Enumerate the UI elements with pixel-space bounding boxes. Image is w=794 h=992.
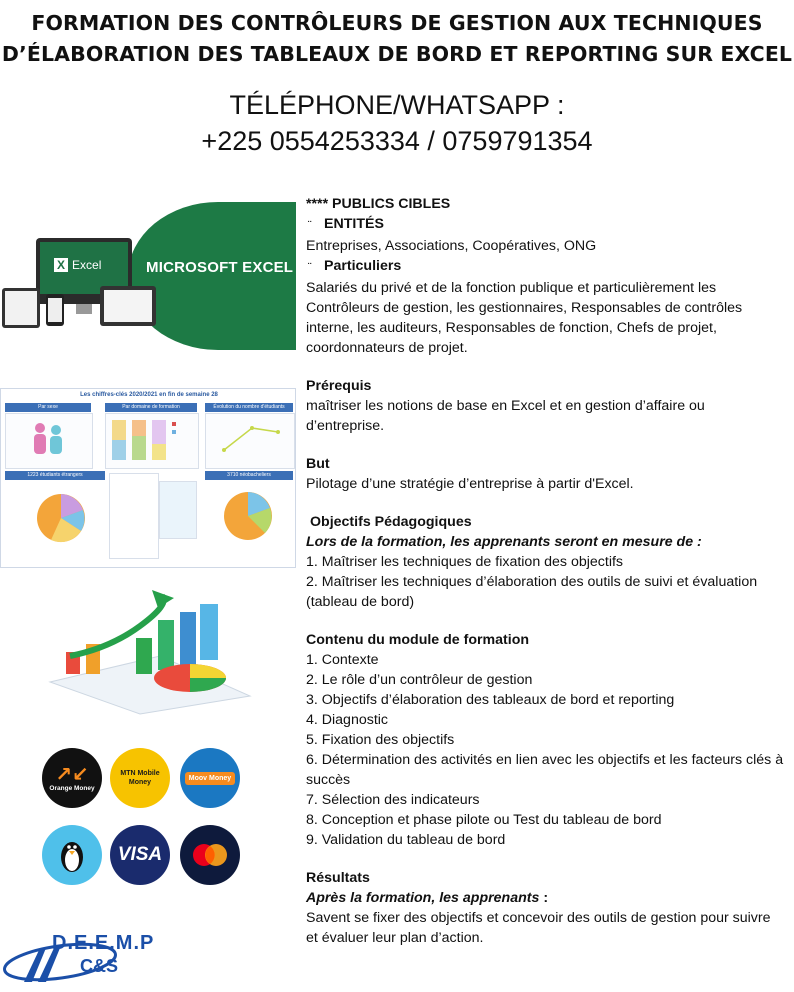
dashboard-title: Les chiffres-clés 2020/2021 en fin de semaine 28 bbox=[80, 392, 218, 398]
pie-chart-graphic bbox=[21, 483, 101, 553]
pie-chart-graphic-2 bbox=[213, 483, 283, 553]
contenu-item: 7. Sélection des indicateurs bbox=[306, 792, 480, 808]
mtn-money-logo: MTN Mobile Money bbox=[110, 748, 170, 808]
phone-label: TÉLÉPHONE/WHATSAPP : bbox=[229, 90, 565, 120]
contenu-item: 9. Validation du tableau de bord bbox=[306, 832, 506, 848]
particuliers-label: ¨ Particuliers bbox=[308, 258, 402, 274]
dropdown-list-graphic bbox=[109, 473, 159, 559]
objectifs-intro: Lors de la formation, les apprenants seront en mesure de : bbox=[306, 534, 702, 550]
resultats-heading: Résultats bbox=[306, 870, 370, 886]
dashboard-panel-evolution: Évolution du nombre d'étudiants bbox=[205, 403, 293, 412]
penguin-icon bbox=[55, 835, 89, 875]
contenu-item: 8. Conception et phase pilote ou Test du tableau de bord bbox=[306, 812, 662, 828]
title-line-2: D’ÉLABORATION DES TABLEAUX DE BORD ET REPORTING SUR EXCEL bbox=[1, 42, 793, 66]
moov-money-logo: Moov Money bbox=[180, 748, 240, 808]
excel-banner-image bbox=[0, 202, 296, 350]
contenu-item: 2. Le rôle d’un contrôleur de gestion bbox=[306, 672, 533, 688]
penguin-logo bbox=[42, 825, 102, 885]
line-graphic bbox=[206, 414, 294, 468]
particuliers-text: Salariés du privé et de la fonction publique et particulièrement les Contrôleurs de gestion, les gestionnaires, Responsables de contrôles interne, les auditeurs, Responsables de fonction, Chefs de projet, coordonnateurs de projet. bbox=[306, 280, 743, 356]
logo-text-cs: C&S bbox=[80, 956, 119, 976]
resultats-text: Savent se fixer des objectifs et concevoir des outils de gestion pour suivre et évaluer leur plan d’action. bbox=[306, 910, 771, 946]
but-heading: But bbox=[306, 456, 330, 472]
mastercard-logo bbox=[180, 825, 240, 885]
prerequis-text: maîtriser les notions de base en Excel et en gestion d’affaire ou d’entreprise. bbox=[306, 398, 705, 434]
phone-screen bbox=[48, 298, 62, 322]
excel-brand-text: MICROSOFT EXCEL bbox=[146, 259, 294, 276]
info-panel-graphic bbox=[159, 481, 197, 539]
kpi-etrangers: 1223 étudiants étrangers bbox=[5, 471, 105, 480]
dashboard-panel-domaine: Par domaine de formation bbox=[105, 403, 197, 412]
resultats-intro: Après la formation, les apprenants : bbox=[306, 890, 549, 906]
contenu-item: 6. Détermination des activités en lien avec les objectifs et les facteurs clés à succès bbox=[306, 752, 784, 788]
contenu-item: 3. Objectifs d’élaboration des tableaux de bord et reporting bbox=[306, 692, 675, 708]
tablet-screen bbox=[5, 291, 37, 325]
entites-label: ¨ ENTITÉS bbox=[308, 216, 384, 232]
phone-numbers: +225 0554253334 / 0759791354 bbox=[201, 126, 593, 156]
arrows-icon: ↗↙ bbox=[55, 763, 89, 786]
mastercard-icon bbox=[190, 842, 230, 868]
dashboard-panel-box bbox=[105, 413, 199, 469]
contenu-heading: Contenu du module de formation bbox=[306, 632, 530, 648]
page-title bbox=[0, 8, 794, 70]
contenu-item: 1. Contexte bbox=[306, 652, 379, 668]
excel-green-panel bbox=[128, 202, 296, 350]
objectif-item: 1. Maîtriser les techniques de fixation des objectifs bbox=[306, 554, 624, 570]
kpi-neobacheliers: 3710 néobacheliers bbox=[205, 471, 293, 480]
excel-app-label: X Excel bbox=[54, 258, 101, 272]
objectif-item: 2. Maîtriser les techniques d’élaboration des outils de suivi et évaluation (tableau de bord) bbox=[306, 574, 758, 610]
contenu-item: 5. Fixation des objectifs bbox=[306, 732, 455, 748]
entites-text: Entreprises, Associations, Coopératives, ONG bbox=[306, 238, 597, 254]
stacked-bars-graphic bbox=[106, 414, 198, 468]
logo-text-deemp: D.E.E.M.P bbox=[52, 932, 155, 954]
but-text: Pilotage d’une stratégie d’entreprise à partir d'Excel. bbox=[306, 476, 634, 492]
objectifs-heading: Objectifs Pédagogiques bbox=[310, 514, 472, 530]
dashboard-panel-box bbox=[5, 413, 93, 469]
monitor-stand bbox=[76, 304, 92, 314]
title-line-1: FORMATION DES CONTRÔLEURS DE GESTION AUX TECHNIQUES bbox=[31, 11, 763, 35]
orange-money-logo: ↗↙ Orange Money bbox=[42, 748, 102, 808]
visa-logo: VISA bbox=[110, 825, 170, 885]
growth-chart-image bbox=[40, 586, 256, 716]
people-icon bbox=[6, 414, 92, 468]
publics-heading: **** PUBLICS CIBLES bbox=[306, 196, 451, 212]
laptop-screen bbox=[104, 290, 152, 322]
dashboard-panel-sexe: Par sexe bbox=[5, 403, 91, 412]
dashboard-image bbox=[0, 388, 296, 568]
content-column bbox=[306, 194, 786, 948]
prerequis-heading: Prérequis bbox=[306, 378, 372, 394]
contenu-item: 4. Diagnostic bbox=[306, 712, 389, 728]
dashboard-panel-box bbox=[205, 413, 295, 469]
